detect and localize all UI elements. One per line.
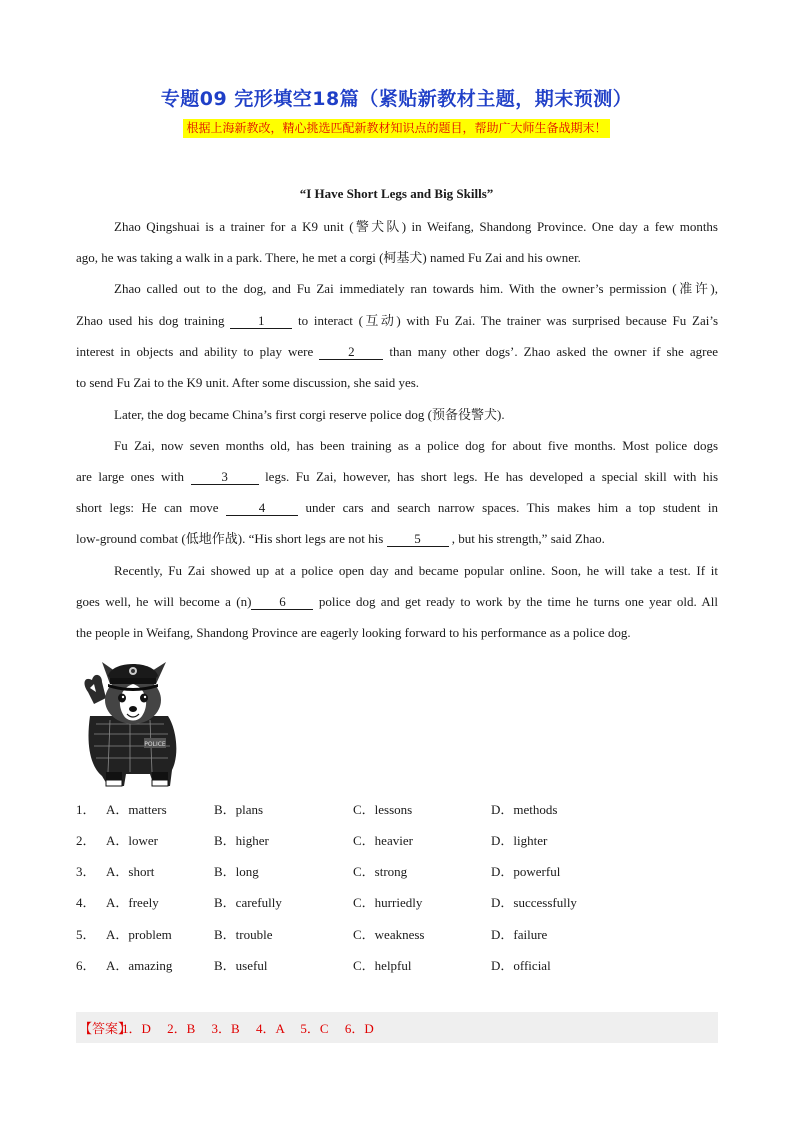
option-a: A．amazing bbox=[106, 958, 173, 973]
passage-text: low-ground combat (低地作战). “His short legs are not his bbox=[76, 531, 384, 546]
passage-text: are large ones with bbox=[76, 469, 185, 484]
passage-text: than many other dogs’. Zhao asked the owner if she agree bbox=[389, 344, 719, 359]
document-title: 专题09 完形填空18篇（紧贴新教材主题，期末预测） bbox=[160, 88, 633, 110]
option-d: D．lighter bbox=[491, 833, 548, 848]
passage-text: Zhao used his dog training bbox=[76, 313, 225, 328]
passage-text: interest in objects and ability to play were bbox=[76, 344, 314, 359]
passage-title: “I Have Short Legs and Big Skills” bbox=[299, 186, 494, 201]
question-number: 6． bbox=[76, 958, 96, 973]
option-b: B．trouble bbox=[214, 927, 273, 942]
option-b: B．plans bbox=[214, 802, 264, 817]
passage-line bbox=[76, 312, 718, 330]
blank-3: 3 bbox=[191, 469, 259, 485]
passage-text: under cars and search narrow spaces. This makes him a top student in bbox=[305, 500, 719, 515]
passage-line bbox=[76, 468, 718, 486]
passage-line bbox=[76, 499, 718, 517]
question-number: 5． bbox=[76, 927, 96, 942]
passage-line: the people in Weifang, Shandong Province are eagerly looking forward to his performance as a police dog. bbox=[76, 625, 631, 640]
passage-text: , but his strength,” said Zhao. bbox=[451, 531, 605, 546]
blank-5: 5 bbox=[387, 531, 449, 547]
passage-line: Zhao called out to the dog, and Fu Zai immediately ran towards him. With the owner’s permission (准许), bbox=[114, 281, 718, 296]
option-b: B．carefully bbox=[214, 895, 282, 910]
option-d: D．powerful bbox=[491, 864, 561, 879]
option-c: C．strong bbox=[353, 864, 408, 879]
option-c: C．hurriedly bbox=[353, 895, 423, 910]
option-d: D．methods bbox=[491, 802, 558, 817]
answer-label: 【答案】 bbox=[79, 1022, 132, 1037]
question-number: 3． bbox=[76, 864, 96, 879]
blank-6: 6 bbox=[251, 594, 313, 610]
option-b: B．useful bbox=[214, 958, 268, 973]
option-d: D．failure bbox=[491, 927, 548, 942]
document-subtitle: 根据上海新教改，精心挑选匹配新教材知识点的题目，帮助广大师生备战期末！ bbox=[183, 119, 609, 138]
option-a: A．lower bbox=[106, 833, 158, 848]
option-d: D．successfully bbox=[491, 895, 577, 910]
question-number: 2． bbox=[76, 833, 96, 848]
option-b: B．long bbox=[214, 864, 259, 879]
option-c: C．weakness bbox=[353, 927, 425, 942]
question-number: 4． bbox=[76, 895, 96, 910]
passage-line: to send Fu Zai to the K9 unit. After some discussion, she said yes. bbox=[76, 375, 420, 390]
option-a: A．matters bbox=[106, 802, 167, 817]
blank-4: 4 bbox=[226, 500, 298, 516]
option-a: A．problem bbox=[106, 927, 172, 942]
passage-line: Fu Zai, now seven months old, has been training as a police dog for about five months. Most police dogs bbox=[114, 438, 718, 453]
option-a: A．short bbox=[106, 864, 155, 879]
passage-line: Later, the dog became China’s first corgi reserve police dog (预备役警犬). bbox=[114, 407, 505, 422]
option-c: C．lessons bbox=[353, 802, 413, 817]
answer-text: 1．D 2．B 3．B 4．A 5．C 6．D bbox=[122, 1021, 374, 1036]
question-number: 1． bbox=[76, 802, 96, 817]
passage-line: ago, he was taking a walk in a park. There, he met a corgi (柯基犬) named Fu Zai and his owner. bbox=[76, 250, 581, 265]
option-c: C．helpful bbox=[353, 958, 412, 973]
option-d: D．official bbox=[491, 958, 551, 973]
option-c: C．heavier bbox=[353, 833, 413, 848]
passage-text: short legs: He can move bbox=[76, 500, 219, 515]
passage-line bbox=[76, 593, 718, 611]
passage-text: legs. Fu Zai, however, has short legs. He has developed a special skill with his bbox=[265, 469, 719, 484]
passage-text: to interact (互动) with Fu Zai. The trainer was surprised because Fu Zai’s bbox=[298, 313, 719, 328]
passage-line bbox=[76, 343, 718, 361]
svg-text:POLICE: POLICE bbox=[144, 741, 166, 748]
passage-line bbox=[76, 530, 718, 548]
passage-line: Recently, Fu Zai showed up at a police open day and became popular online. Soon, he will take a test. If it bbox=[114, 563, 718, 578]
blank-2: 2 bbox=[319, 344, 383, 360]
corgi-police-dog-illustration bbox=[80, 654, 186, 788]
option-b: B．higher bbox=[214, 833, 269, 848]
answer-box bbox=[76, 1012, 718, 1043]
option-a: A．freely bbox=[106, 895, 159, 910]
passage-text: police dog and get ready to work by the time he turns one year old. All bbox=[318, 594, 718, 609]
passage-text: goes well, he will become a (n) bbox=[76, 594, 252, 609]
passage-line: Zhao Qingshuai is a trainer for a K9 unit (警犬队) in Weifang, Shandong Province. One day a few months bbox=[114, 219, 718, 234]
blank-1: 1 bbox=[230, 313, 292, 329]
